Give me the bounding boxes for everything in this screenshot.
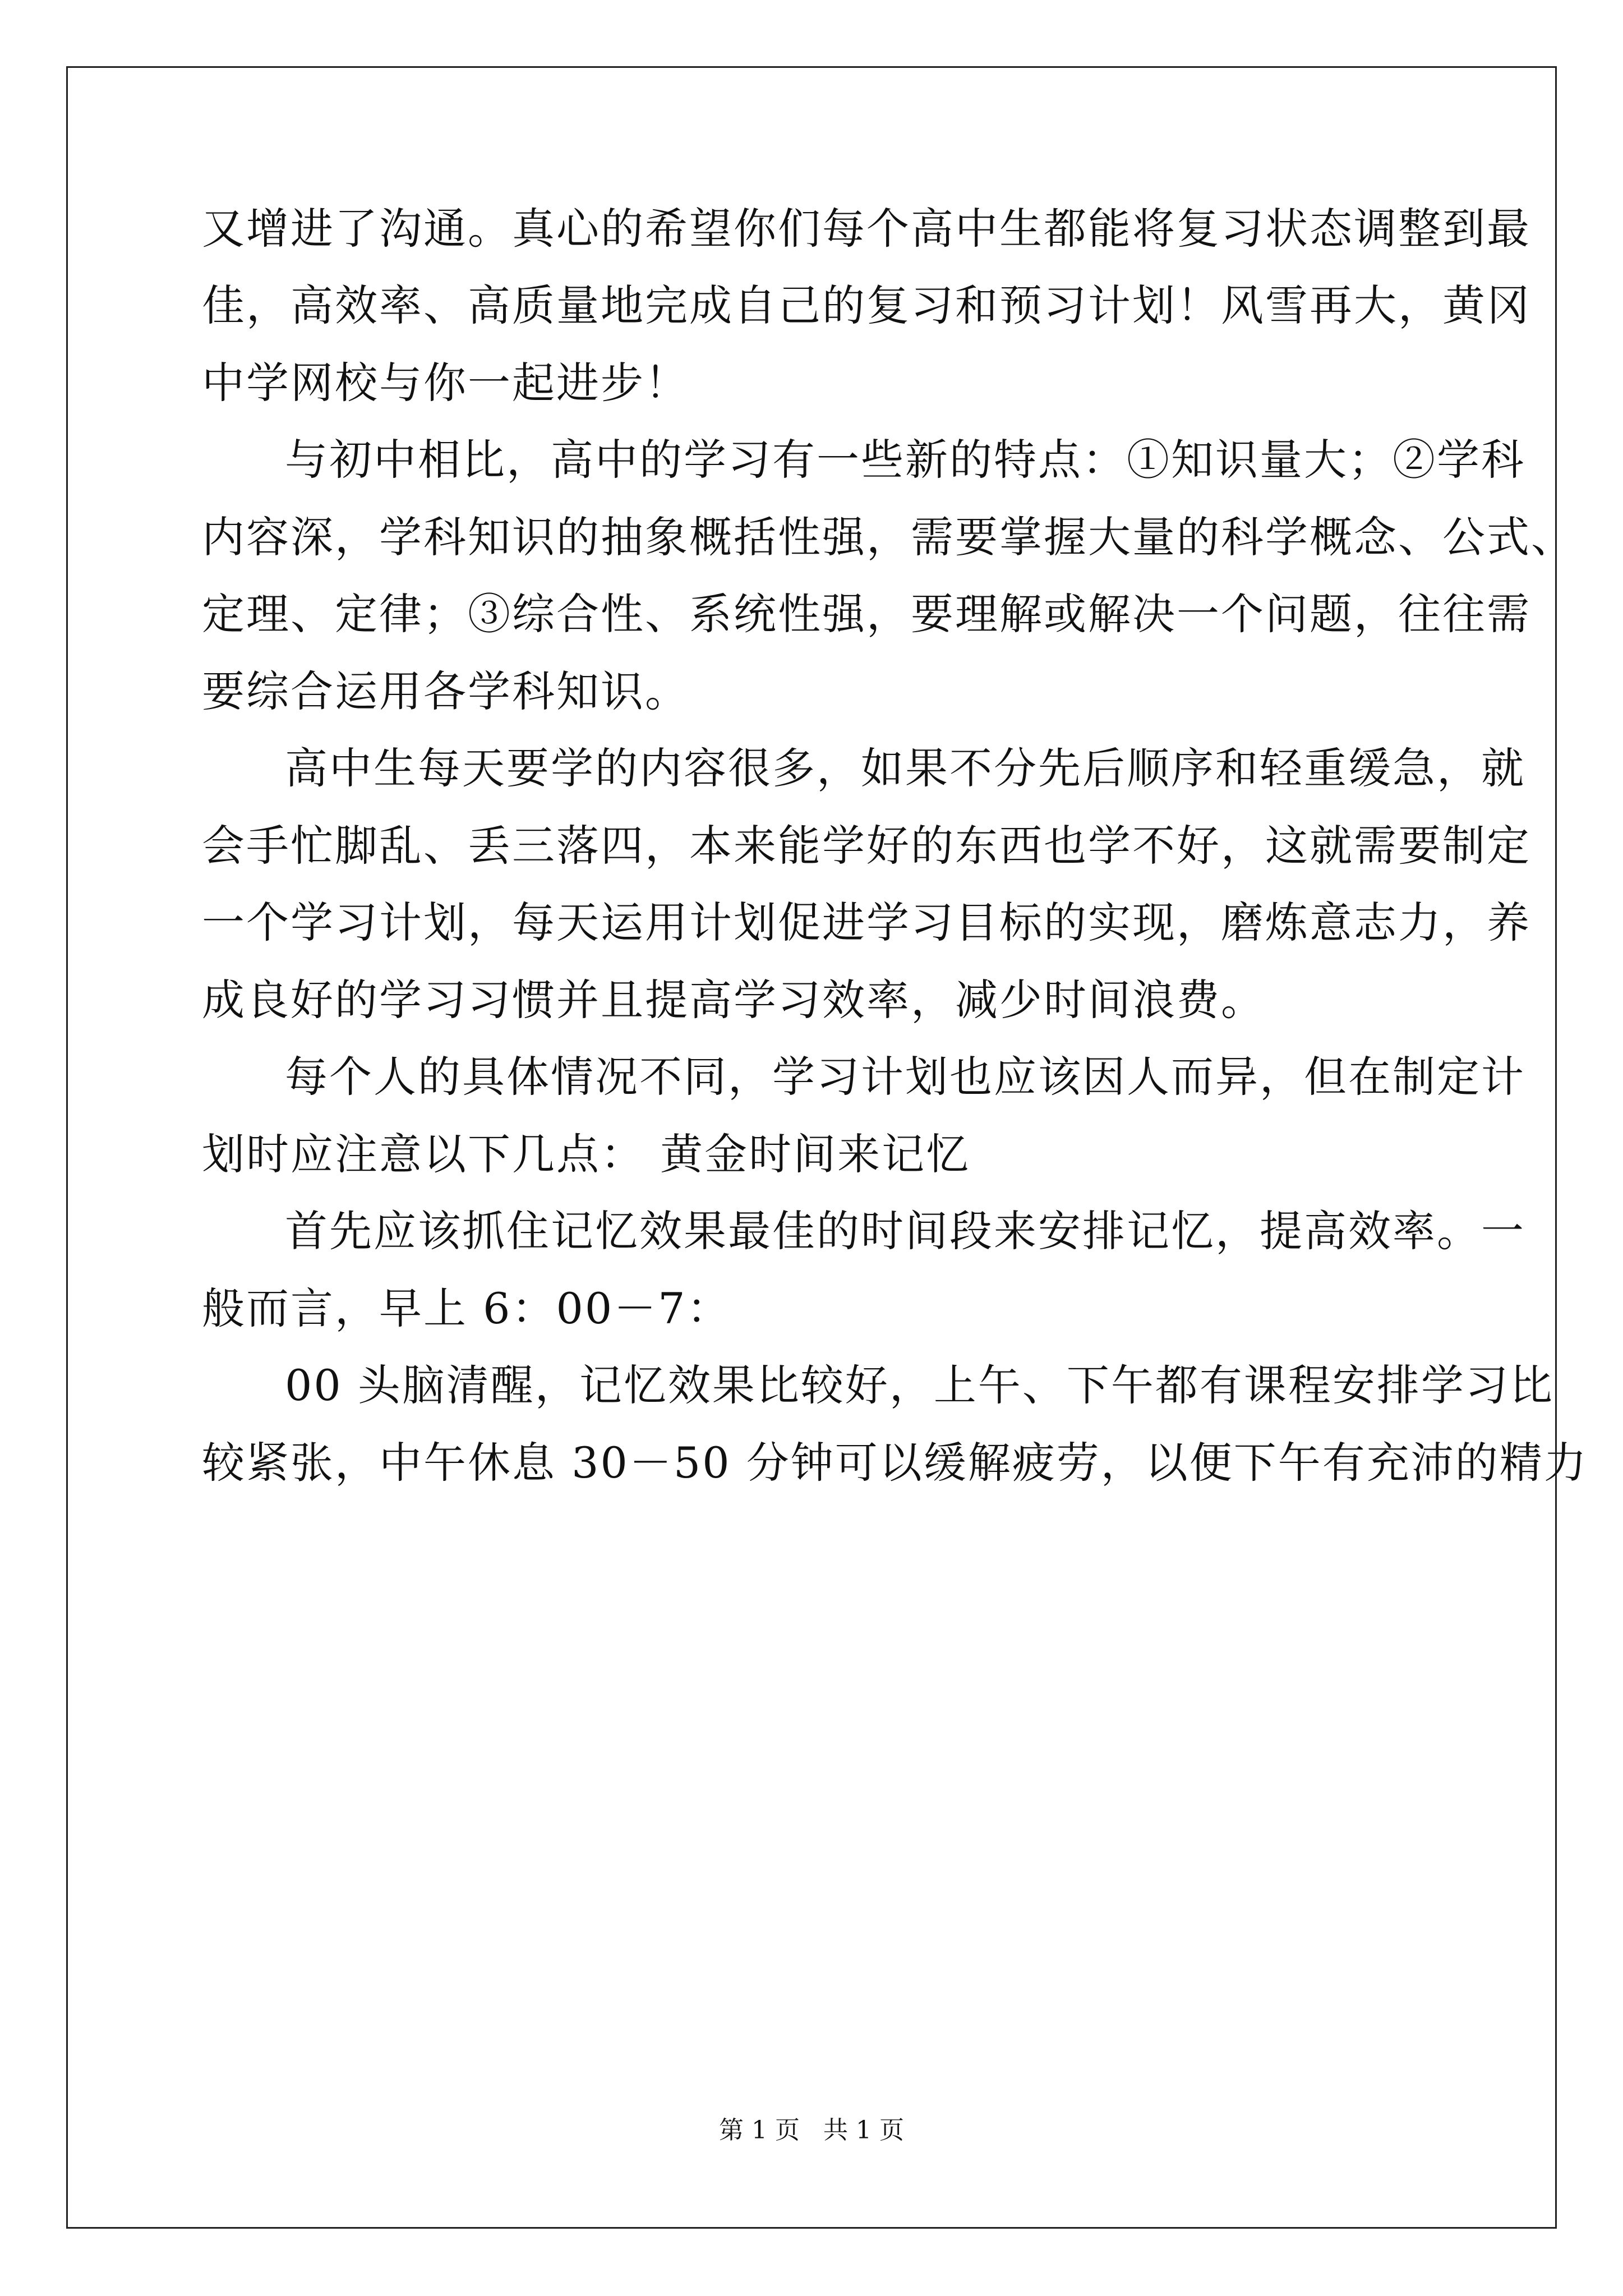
text-line-8: 高中生每天要学的内容很多，如果不分先后顺序和轻重缓急，就: [285, 743, 1525, 793]
text-line-1: 又增进了沟通。真心的希望你们每个高中生都能将复习状态调整到最: [202, 204, 1531, 254]
text-line-7: 要综合运用各学科知识。: [202, 666, 689, 716]
text-line-11: 成良好的学习习惯并且提高学习效率，减少时间浪费。: [202, 975, 1265, 1025]
text-line-3: 中学网校与你一起进步！: [202, 358, 689, 408]
text-line-16: 00 头脑清醒，记忆效果比较好，上午、下午都有课程安排学习比: [285, 1360, 1554, 1410]
text-line-17: 较紧张，中午休息 30－50 分钟可以缓解疲劳，以便下午有充沛的精力: [202, 1438, 1588, 1488]
page-number-current: 第 1 页: [719, 2116, 800, 2145]
text-line-9: 会手忙脚乱、丢三落四，本来能学好的东西也学不好，这就需要制定: [202, 821, 1531, 871]
text-line-13: 划时应注意以下几点： 黄金时间来记忆: [202, 1129, 971, 1179]
text-line-4: 与初中相比，高中的学习有一些新的特点：①知识量大；②学科: [285, 435, 1525, 485]
text-line-2: 佳，高效率、高质量地完成自己的复习和预习计划！风雪再大，黄冈: [202, 280, 1531, 330]
text-line-15: 般而言，早上 6：00－7：: [202, 1283, 731, 1333]
text-line-14: 首先应该抓住记忆效果最佳的时间段来安排记忆，提高效率。一: [285, 1206, 1525, 1256]
text-line-6: 定理、定律；③综合性、系统性强，要理解或解决一个问题，往往需: [202, 589, 1531, 639]
page-footer: [0, 2118, 1623, 2143]
text-line-12: 每个人的具体情况不同，学习计划也应该因人而异，但在制定计: [285, 1052, 1525, 1102]
page-number-total: 共 1 页: [823, 2116, 904, 2145]
text-line-5: 内容深，学科知识的抽象概括性强，需要掌握大量的科学概念、公式、: [202, 512, 1575, 562]
text-line-10: 一个学习计划，每天运用计划促进学习目标的实现，磨炼意志力，养: [202, 898, 1531, 947]
